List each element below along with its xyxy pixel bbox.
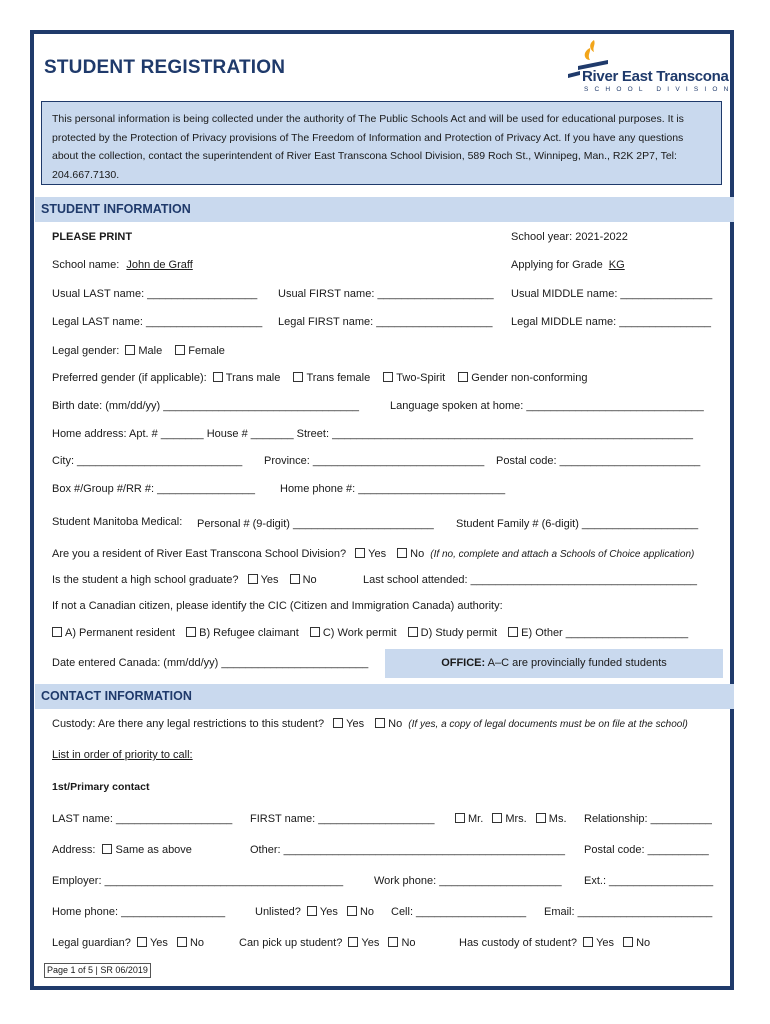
unlisted-yes-label: Yes xyxy=(319,906,338,918)
usual-middle-name-field[interactable]: Usual MIDDLE name: _______________ xyxy=(511,288,713,300)
preferred-gender-row xyxy=(52,372,587,384)
relationship-field[interactable]: Relationship: __________ xyxy=(584,813,712,825)
page-title: STUDENT REGISTRATION xyxy=(44,57,286,78)
female-label: Female xyxy=(188,345,225,357)
cic-b-checkbox[interactable] xyxy=(186,627,196,637)
custody-of-student-row xyxy=(459,937,650,949)
logo-subtitle: SCHOOL DIVISION xyxy=(584,86,735,93)
contact-last-name-field[interactable]: LAST name: ___________________ xyxy=(52,813,233,825)
legal-gender-label: Legal gender: xyxy=(52,345,120,357)
cic-a-checkbox[interactable] xyxy=(52,627,62,637)
trans-female-checkbox[interactable] xyxy=(293,372,303,382)
custody-question: Custody: Are there any legal restrictions to this student? xyxy=(52,718,325,730)
custody-no-checkbox[interactable] xyxy=(375,718,385,728)
title-options xyxy=(455,813,567,825)
cic-options-row xyxy=(52,627,688,639)
non-conforming-label: Gender non-conforming xyxy=(471,372,588,384)
male-checkbox[interactable] xyxy=(125,345,135,355)
priority-list-label: List in order of priority to call: xyxy=(52,749,193,761)
office-note-bold: OFFICE: xyxy=(441,657,486,669)
trans-male-label: Trans male xyxy=(225,372,281,384)
same-as-above-label: Same as above xyxy=(115,844,192,856)
custody-no-label: No xyxy=(388,718,403,730)
custody-note: (If yes, a copy of legal documents must be on file at the school) xyxy=(408,719,688,730)
cic-e-label[interactable]: E) Other ____________________ xyxy=(521,627,689,639)
trans-male-checkbox[interactable] xyxy=(213,372,223,382)
cell-field[interactable]: Cell: __________________ xyxy=(391,906,527,918)
female-checkbox[interactable] xyxy=(175,345,185,355)
unlisted-no-label: No xyxy=(359,906,374,918)
logo-name: River East Transcona xyxy=(582,68,729,85)
medical-label: Student Manitoba Medical: xyxy=(52,516,183,528)
has-custody-yes-checkbox[interactable] xyxy=(583,937,593,947)
mr-checkbox[interactable] xyxy=(455,813,465,823)
graduate-no-checkbox[interactable] xyxy=(290,574,300,584)
guardian-no-label: No xyxy=(189,937,205,949)
resident-row xyxy=(52,548,694,560)
school-name-field[interactable] xyxy=(52,259,193,271)
ms-label: Ms. xyxy=(548,813,567,825)
resident-note: (If no, complete and attach a Schools of Choice application) xyxy=(430,549,695,560)
grade-label: Applying for Grade xyxy=(511,259,603,271)
contact-first-name-field[interactable]: FIRST name: ___________________ xyxy=(250,813,435,825)
preferred-gender-label: Preferred gender (if applicable): xyxy=(52,372,207,384)
resident-yes-label: Yes xyxy=(368,548,387,560)
custody-row xyxy=(52,718,688,730)
cic-c-checkbox[interactable] xyxy=(310,627,320,637)
resident-no-label: No xyxy=(410,548,425,560)
cic-d-checkbox[interactable] xyxy=(408,627,418,637)
has-custody-yes-label: Yes xyxy=(596,937,615,949)
page-footer: Page 1 of 5 | SR 06/2019 xyxy=(44,963,151,978)
cic-question: If not a Canadian citizen, please identify the CIC (Citizen and Immigration Canada) authority: xyxy=(52,600,503,612)
office-note xyxy=(385,649,723,678)
legal-first-name-field[interactable]: Legal FIRST name: ___________________ xyxy=(278,316,493,328)
guardian-yes-checkbox[interactable] xyxy=(137,937,147,947)
school-name-value: John de Graff xyxy=(126,259,193,271)
last-school-field[interactable]: Last school attended: _____________________________________ xyxy=(363,574,697,586)
custody-yes-label: Yes xyxy=(346,718,365,730)
ext-field[interactable]: Ext.: _________________ xyxy=(584,875,714,887)
two-spirit-checkbox[interactable] xyxy=(383,372,393,382)
contact-other-field[interactable]: Other: ______________________________________________ xyxy=(250,844,566,856)
mrs-checkbox[interactable] xyxy=(492,813,502,823)
privacy-notice: This personal information is being collected under the authority of The Public Schools Act and will be used for educational purposes. It is protected by the Protection of Privacy provisions of The Freedom of Information and Protection of Privacy Act. If you have any questions about the collection, contact the superintendent of River East Transcona School Division, 589 Roch St., Winnipeg, Man., R2K 2P7, Tel: 204.667.7130. xyxy=(41,101,722,185)
mrs-label: Mrs. xyxy=(505,813,527,825)
custody-yes-checkbox[interactable] xyxy=(333,718,343,728)
unlisted-no-checkbox[interactable] xyxy=(347,906,357,916)
cic-b-label: B) Refugee claimant xyxy=(199,627,299,639)
please-print: PLEASE PRINT xyxy=(52,231,133,243)
unlisted-row xyxy=(255,906,374,918)
section-student-information: STUDENT INFORMATION xyxy=(35,197,734,222)
guardian-yes-label: Yes xyxy=(149,937,168,949)
cic-a-label: A) Permanent resident xyxy=(65,627,176,639)
pickup-no-label: No xyxy=(401,937,416,949)
grade-field[interactable] xyxy=(511,259,625,271)
legal-last-name-field[interactable]: Legal LAST name: ___________________ xyxy=(52,316,263,328)
contact-postal-field[interactable]: Postal code: __________ xyxy=(584,844,709,856)
grade-value: KG xyxy=(608,259,625,271)
personal-number-field[interactable]: Personal # (9-digit) _______________________ xyxy=(197,518,434,530)
language-field[interactable]: Language spoken at home: _____________________________ xyxy=(390,400,704,412)
legal-gender-row xyxy=(52,345,225,357)
school-year: School year: 2021-2022 xyxy=(511,231,628,243)
primary-contact-heading: 1st/Primary contact xyxy=(52,781,150,793)
contact-home-phone-field[interactable]: Home phone: _________________ xyxy=(52,906,226,918)
pickup-row xyxy=(239,937,416,949)
cic-d-label: D) Study permit xyxy=(420,627,498,639)
usual-last-name-field[interactable]: Usual LAST name: __________________ xyxy=(52,288,258,300)
has-custody-label: Has custody of student? xyxy=(459,937,578,949)
resident-yes-checkbox[interactable] xyxy=(355,548,365,558)
graduate-row xyxy=(52,574,317,586)
pickup-no-checkbox[interactable] xyxy=(388,937,398,947)
contact-address-label: Address: xyxy=(52,844,96,856)
unlisted-label: Unlisted? xyxy=(255,906,301,918)
legal-guardian-row xyxy=(52,937,204,949)
ms-checkbox[interactable] xyxy=(536,813,546,823)
trans-female-label: Trans female xyxy=(306,372,371,384)
resident-no-checkbox[interactable] xyxy=(397,548,407,558)
non-conforming-checkbox[interactable] xyxy=(458,372,468,382)
work-phone-field[interactable]: Work phone: ____________________ xyxy=(374,875,562,887)
legal-guardian-label: Legal guardian? xyxy=(52,937,131,949)
email-field[interactable]: Email: ______________________ xyxy=(544,906,713,918)
legal-middle-name-field[interactable]: Legal MIDDLE name: _______________ xyxy=(511,316,711,328)
box-group-field[interactable]: Box #/Group #/RR #: ________________ xyxy=(52,483,256,495)
office-note-text: A–C are provincially funded students xyxy=(487,657,667,669)
has-custody-no-label: No xyxy=(636,937,651,949)
unlisted-yes-checkbox[interactable] xyxy=(307,906,317,916)
graduate-yes-checkbox[interactable] xyxy=(248,574,258,584)
same-as-above-checkbox[interactable] xyxy=(102,844,112,854)
two-spirit-label: Two-Spirit xyxy=(396,372,446,384)
graduate-yes-label: Yes xyxy=(260,574,279,586)
guardian-no-checkbox[interactable] xyxy=(177,937,187,947)
cic-e-checkbox[interactable] xyxy=(508,627,518,637)
contact-address-row xyxy=(52,844,192,856)
school-name-label: School name: xyxy=(52,259,120,271)
pickup-yes-checkbox[interactable] xyxy=(348,937,358,947)
resident-question: Are you a resident of River East Transcona School Division? xyxy=(52,548,347,560)
graduate-no-label: No xyxy=(302,574,317,586)
date-entered-field[interactable]: Date entered Canada: (mm/dd/yy) ________________________ xyxy=(52,657,369,669)
cic-c-label: C) Work permit xyxy=(322,627,397,639)
section-contact-information: CONTACT INFORMATION xyxy=(35,684,734,709)
home-phone-field[interactable]: Home phone #: ________________________ xyxy=(280,483,506,495)
family-number-field[interactable]: Student Family # (6-digit) ___________________ xyxy=(456,518,699,530)
pickup-yes-label: Yes xyxy=(361,937,380,949)
employer-field[interactable]: Employer: _______________________________________ xyxy=(52,875,344,887)
birth-date-field[interactable]: Birth date: (mm/dd/yy) ________________________________ xyxy=(52,400,360,412)
has-custody-no-checkbox[interactable] xyxy=(623,937,633,947)
graduate-question: Is the student a high school graduate? xyxy=(52,574,239,586)
home-address-field[interactable]: Home address: Apt. # _______ House # _______ Street: ___________________________________________________________ xyxy=(52,428,694,440)
male-label: Male xyxy=(138,345,163,357)
mr-label: Mr. xyxy=(468,813,484,825)
province-field[interactable]: Province: ____________________________ xyxy=(264,455,485,467)
usual-first-name-field[interactable]: Usual FIRST name: ___________________ xyxy=(278,288,494,300)
city-field[interactable]: City: ___________________________ xyxy=(52,455,243,467)
pickup-label: Can pick up student? xyxy=(239,937,343,949)
postal-code-field[interactable]: Postal code: _______________________ xyxy=(496,455,701,467)
